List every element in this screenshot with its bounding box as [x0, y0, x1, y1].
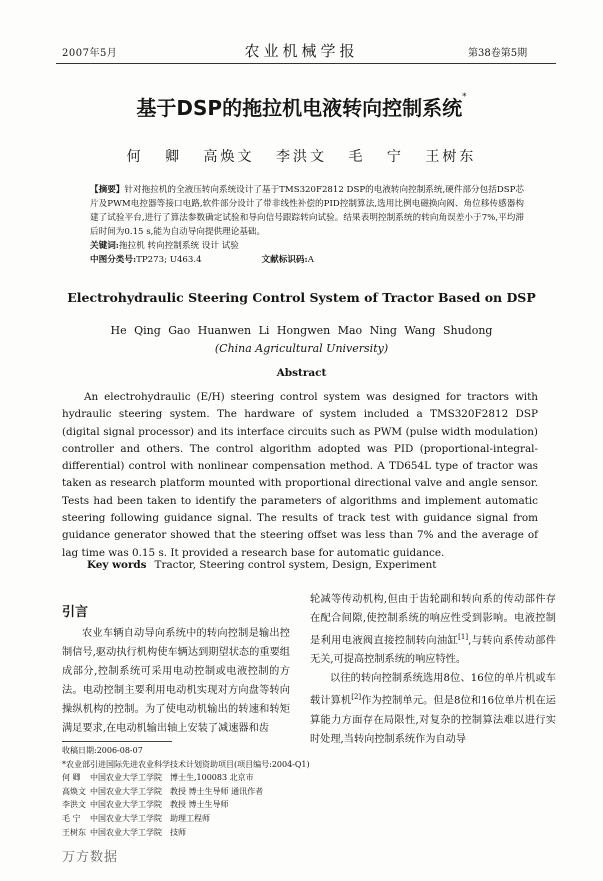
english-keywords: [87, 559, 436, 571]
intro-right-column: [310, 590, 556, 749]
citation-2: [2]: [351, 693, 362, 702]
footnotes: [62, 744, 310, 839]
author-title: 助理工程师: [170, 813, 210, 823]
citation-1: [1]: [458, 633, 469, 641]
author-info-row: [62, 812, 310, 826]
author-name: 毛 宁: [62, 813, 81, 823]
paper-title: [0, 92, 603, 121]
author-name: 王树东: [62, 827, 86, 837]
intro-right-text-1b: ,与转向系传动部件无关,可提高控制系统的响应特性。: [310, 635, 556, 666]
english-abstract-text: An electrohydraulic (E/H) steering control system was designed for tractors with hydraulic steering system. The hardware of system included a TMS320F2812 DSP (digital signal processor) and its interface circuits such as PWM (pulse width modulation) controller and others. The control algorithm adopted was PID (proportional-integral-differential) control with nonlinear compensation method. A TD654L type of tractor was taken as research platform mounted with proportional directional valve and angle sensor. Tests had been taken to identify the parameters of algorithms and implement automatic steering following guidance signal. The results of track test with guidance signal from guidance generator showed that the steering offset was less than 7% and the average of lag time was 0.15 s. It provided a research base for automatic guidance.: [62, 391, 538, 559]
english-title: Electrohydraulic Steering Control System of Tractor Based on DSP: [67, 290, 536, 305]
author-title: 博士生,100083 北京市: [170, 773, 254, 783]
author-title: 教授 博士生导师 通讯作者: [170, 786, 264, 796]
fund-note: *农业部引进国际先进农业科学技术计划资助项目(项目编号:2004-Q1): [62, 759, 310, 769]
intro-left-column: [62, 624, 290, 738]
abstract-label: 【摘要】: [90, 185, 125, 195]
intro-left-paragraph: 农业车辆自动导向系统中的转向控制是输出控制信号,驱动执行机构使车辆达到期望状态的重要组成部分,控制系统可采用电动控制或电液控制的方法。电动控制主要利用电动机实现对方向盘等转向操纵机构的控制。为了使电动机输出的转速和转矩满足要求,在电动机输出轴上安装了减速器和齿: [62, 628, 290, 734]
english-keywords-label: Key words: [87, 559, 147, 571]
received-date: 收稿日期:2006-08-07: [62, 746, 143, 755]
english-abstract: [62, 389, 538, 562]
intro-heading: 引言: [62, 605, 89, 620]
keywords-label: 关键词:: [90, 241, 119, 251]
english-authors: He Qing Gao Huanwen Li Hongwen Mao Ning Wang Shudong: [110, 324, 493, 337]
author-org: 中国农业大学工学院: [90, 813, 162, 823]
class-label: 中图分类号:: [90, 255, 137, 265]
chinese-abstract: [90, 183, 524, 267]
abstract-text: 针对拖拉机的全液压转向系统设计了基于TMS320F2812 DSP的电液转向控制系统,硬件部分包括DSP芯片及PWM电控器等接口电路,软件部分设计了带非线性补偿的PID控制算法,选用比例电磁换向阀、角位移传感器构建了试验平台,进行了算法参数确定试验和导向信号跟踪转向试验。结果表明控制系统的转向角误差小于7%,平均滞后时间为0.15 s,能为自动导向提供理论基础。: [90, 185, 524, 237]
author-info-row: [62, 826, 310, 840]
doc-code-label: 文献标识码:: [261, 255, 308, 265]
intro-right-paragraph-1: [310, 590, 556, 669]
author-info-row: [62, 771, 310, 785]
intro-right-text-2b: 作为控制单元。但是8位和16位单片机在运算能力方面存在局限性,对复杂的控制算法难以进行实时处理,当转向控制系统作为自动导: [310, 695, 556, 745]
author-info-row: [62, 798, 310, 812]
author-title: 技师: [170, 827, 186, 837]
author-org: 中国农业大学工学院: [90, 827, 162, 837]
english-keywords-text: Tractor, Steering control system, Design, Experiment: [154, 559, 437, 571]
author-name: 何 卿: [62, 773, 81, 783]
intro-right-text-2a: 以往的转向控制系统选用8位、16位的单片机或车载计算机: [310, 673, 556, 707]
journal-name: 农业机械学报: [244, 42, 359, 60]
doc-code-value: A: [307, 255, 314, 265]
keywords-text: 拖拉机 转向控制系统 设计 试验: [118, 241, 239, 251]
intro-right-text-1a: 轮减等传动机构,但由于齿轮副和转向系的传动部件存在配合间隙,使控制系统的响应性受到影响。电液控制是利用电液阀直接控制转向油缸: [310, 594, 556, 647]
volume-issue: 第38卷第5期: [468, 48, 528, 59]
author-org: 中国农业大学工学院: [90, 773, 162, 783]
author-org: 中国农业大学工学院: [90, 786, 162, 796]
watermark: 万方数据: [62, 850, 119, 865]
intro-right-paragraph-2: [310, 669, 556, 748]
author-name: 高焕文: [62, 786, 86, 796]
class-value: TP273; U463.4: [136, 255, 202, 265]
issue-date: 2007年5月: [62, 48, 118, 59]
footnote-rule: [62, 741, 172, 742]
paper-title-text: 基于DSP的拖拉机电液转向控制系统: [136, 96, 463, 120]
author-info-row: [62, 785, 310, 799]
header-rule: [56, 63, 556, 64]
title-footnote-mark: *: [462, 92, 467, 102]
author-name: 李洪文: [62, 800, 86, 810]
author-title: 教授 博士生导师: [170, 800, 229, 810]
authors-chinese: 何 卿 高焕文 李洪文 毛 宁 王树东: [126, 149, 477, 165]
abstract-heading: Abstract: [276, 367, 327, 379]
author-org: 中国农业大学工学院: [90, 800, 162, 810]
english-affiliation: (China Agricultural University): [214, 342, 389, 355]
